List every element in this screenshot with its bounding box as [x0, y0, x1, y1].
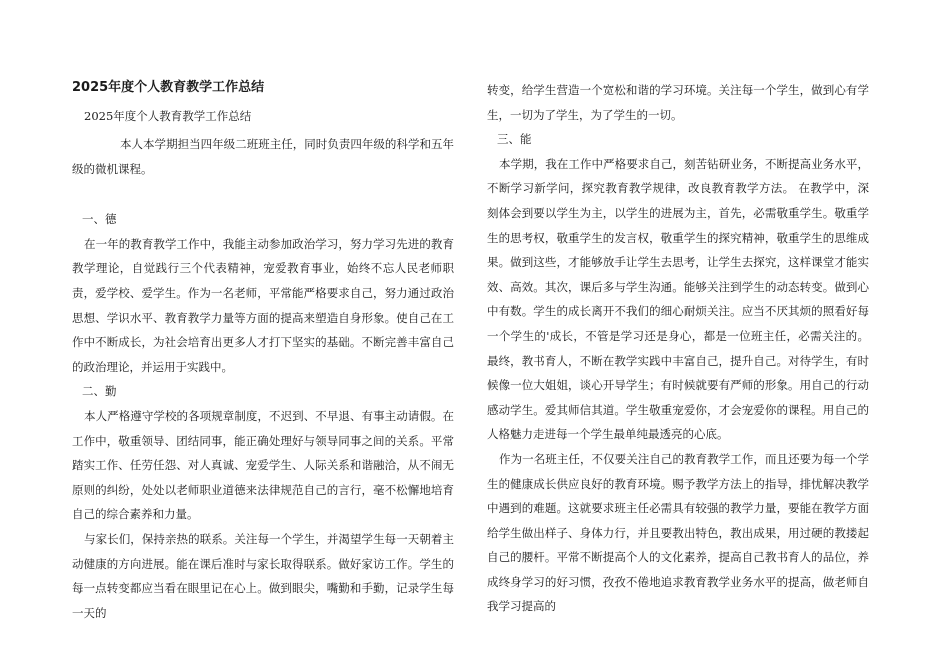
body-paragraph: 在一年的教育教学工作中，我能主动参加政治学习，努力学习先进的教育教学理论，自觉践行三个代表精神，宠爱教育事业，始终不忘人民老师职责，爱学校、爱学生。作为一名老师，平常能严格要求自己，努力通过政治思想、学识水平、教育教学力量等方面的提高来塑造自身形象。使自己在工作中不断成长，为社会培育出更多人才打下坚实的基础。不断完善丰富自己的政治理论，并运用于实践中。	[72, 236, 454, 374]
left-column-body	[72, 132, 454, 625]
body-paragraph: 与家长们，保持亲热的联系。关注每一个学生，并渴望学生每一天朝着主动健康的方向进展。能在课后准时与家长取得联系。做好家访工作。学生的每一点转变都应当看在眼里记在心上。做到眼尖，嘴勤和手勤，记录学生每一天的	[72, 531, 454, 620]
section-heading: 二、勤	[82, 384, 117, 399]
section-heading: 三、能	[497, 132, 532, 147]
right-column-body	[487, 78, 869, 619]
body-paragraph: 作为一名班主任，不仅要关注自己的教育教学工作，而且还要为每一个学生的健康成长供应良好的教育环境。赐予教学方法上的指导，排忧解决教学中遇到的难题。这就要求班主任必需具有较强的教学力量，要能在教学方面给学生做出样子、身体力行，并且要教出特色，教出成果，用过硬的教搂起自己的腰杆。平常不断提高个人的文化素养，提高自己教书育人的品位，养成终身学习的好习惯，孜孜不倦地追求教育教学业务水平的提高，做老师自我学习提高的	[487, 451, 869, 614]
document-title: 2025年度个人教育教学工作总结	[72, 80, 265, 95]
section-heading: 一、德	[82, 212, 117, 227]
body-paragraph: 本人严格遵守学校的各项规章制度，不迟到、不早退、有事主动请假。在工作中，敬重领导、团结同事，能正确处理好与领导同事之间的关系。平常踏实工作、任劳任怨、对人真诚、宠爱学生、人际关系和谐融洽，从不闹无原则的纠纷，处处以老师职业道德来法律规范自己的言行，毫不松懈地培育自己的综合素养和力量。	[72, 408, 454, 522]
body-paragraph: 本人本学期担当四年级二班班主任，同时负责四年级的科学和五年级的微机课程。	[72, 137, 454, 176]
left-column	[72, 78, 454, 625]
paragraph-spacer	[72, 181, 454, 207]
body-paragraph: 本学期，我在工作中严格要求自己，刻苦钻研业务，不断提高业务水平，不断学习新学问，探究教育教学规律，改良教育教学方法。 在教学中，深刻体会到要以学生为主，以学生的进展为主，首先，必需敬重学生。敬重学生的思考权，敬重学生的发言权，敬重学生的探究精神，敬重学生的思维成果。做到这些，才能够放手让学生去思考，让学生去探究，这样课堂才能实效、高效。其次，课后多与学生沟通。能够关注到学生的动态转变。做到心中有数。学生的成长离开不我们的细心耐烦关注。应当不厌其烦的照看好每一个学生的'成长，不管是学习还是身心，都是一位班主任，必需关注的。最终，教书育人，不断在教学实践中丰富自己，提升自己。对待学生，有时候像一位大姐姐，谈心开导学生；有时候就要有严师的形象。用自己的行动感动学生。爱其师信其道。学生敬重宠爱你，才会宠爱你的课程。用自己的人格魅力走进每一个学生最单纯最透亮的心底。	[487, 156, 869, 442]
body-paragraph: 转变，给学生营造一个宽松和谐的学习环境。关注每一个学生，做到心有学生，一切为了学生，为了学生的一切。	[487, 83, 869, 122]
document-subtitle: 2025年度个人教育教学工作总结	[84, 109, 252, 123]
right-column	[487, 78, 869, 619]
